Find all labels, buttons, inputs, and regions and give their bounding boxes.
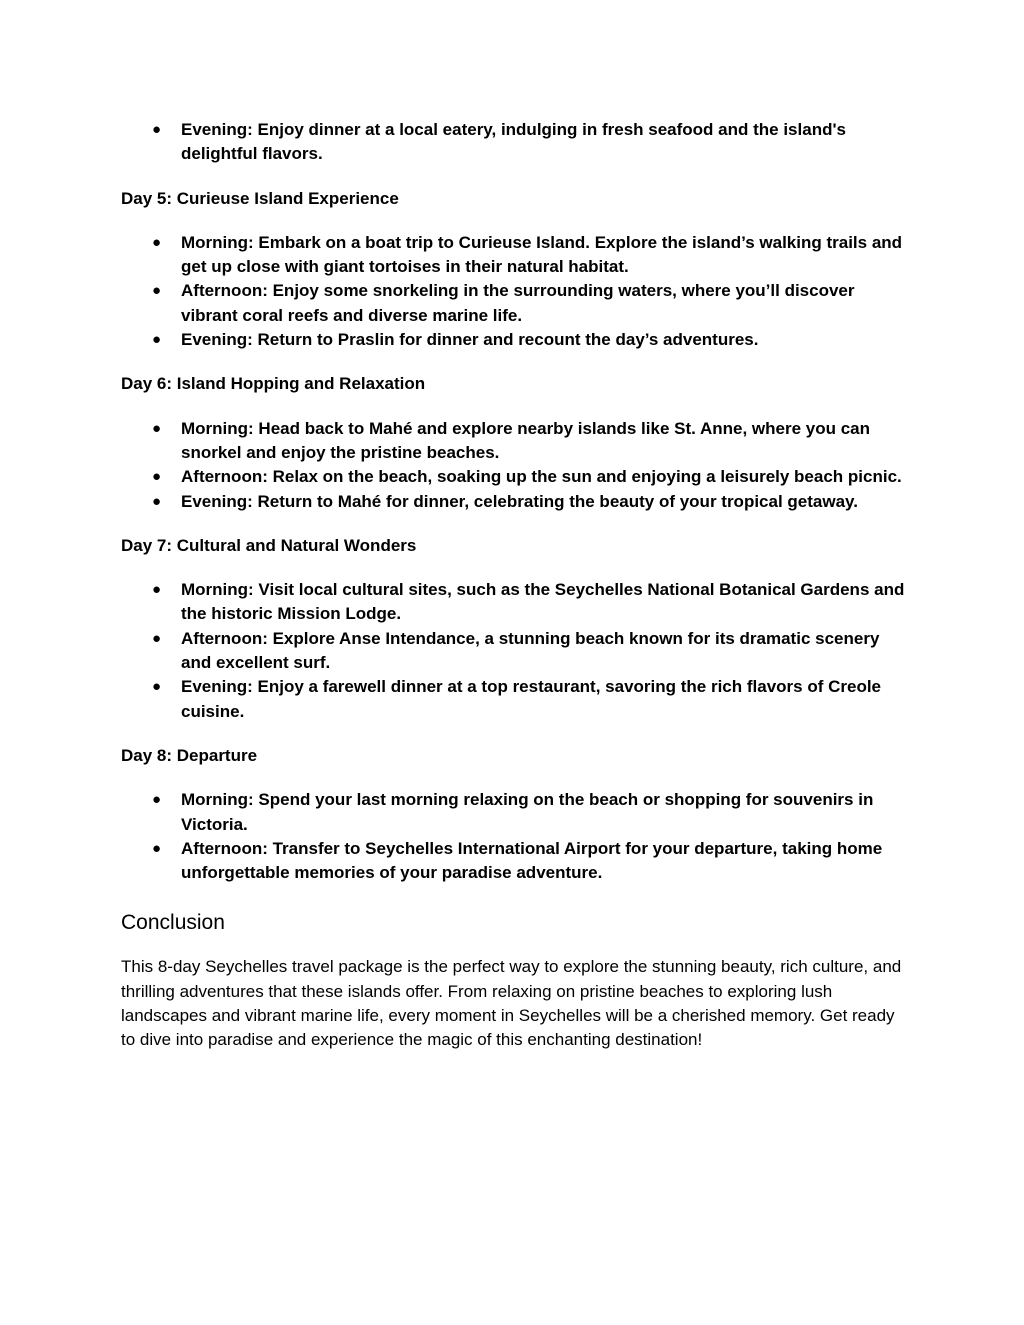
list-item-text: Afternoon: Transfer to Seychelles International Airport for your departure, taking home unforgettable memories of your paradise adventure. <box>181 838 883 883</box>
list-item-text: Morning: Head back to Mahé and explore nearby islands like St. Anne, where you can snorkel and enjoy the pristine beaches. <box>181 418 870 462</box>
bullet-icon: ● <box>152 581 162 599</box>
bullet-icon: ● <box>152 468 162 486</box>
list-item <box>121 279 906 328</box>
list-item-text: Evening: Enjoy dinner at a local eatery, indulging in fresh seafood and the island's delightful flavors. <box>181 120 846 164</box>
list-item-text: Morning: Visit local cultural sites, such as the Seychelles National Botanical Gardens and the historic Mission Lodge. <box>181 580 905 624</box>
bullet-icon: ● <box>152 791 162 809</box>
day-5-list <box>121 231 906 352</box>
bullet-icon: ● <box>152 629 162 647</box>
list-item <box>121 231 906 280</box>
list-item <box>121 788 906 837</box>
bullet-icon: ● <box>152 233 162 251</box>
day-8-list <box>121 788 906 885</box>
day-8-heading: Day 8: Departure <box>121 745 258 765</box>
list-item-text: Evening: Enjoy a farewell dinner at a top restaurant, savoring the rich flavors of Creole cuisine. <box>181 677 882 721</box>
day-5-heading: Day 5: Curieuse Island Experience <box>121 188 399 208</box>
list-item-text: Afternoon: Explore Anse Intendance, a stunning beach known for its dramatic scenery and excellent surf. <box>181 628 880 673</box>
list-item <box>121 837 906 886</box>
list-item <box>121 490 906 514</box>
conclusion-paragraph: This 8-day Seychelles travel package is the perfect way to explore the stunning beauty, rich culture, and thrilling adventures that these islands offer. From relaxing on pristine beaches to exploring lush landscapes and vibrant marine life, every moment in Seychelles will be a cherished memory. Get ready to dive into paradise and experience the magic of this enchanting destination! <box>121 957 902 1050</box>
list-item-text: Morning: Spend your last morning relaxing on the beach or shopping for souvenirs in Victoria. <box>181 790 874 834</box>
day-6-heading: Day 6: Island Hopping and Relaxation <box>121 374 426 394</box>
list-item <box>121 465 906 489</box>
document-content <box>121 118 906 1053</box>
bullet-icon: ● <box>152 121 162 138</box>
day-6-list <box>121 417 906 514</box>
list-item <box>121 578 906 627</box>
bullet-icon: ● <box>152 419 162 437</box>
list-item <box>121 328 906 352</box>
bullet-icon: ● <box>152 839 162 857</box>
bullet-icon: ● <box>152 282 162 300</box>
list-item <box>121 118 906 167</box>
day-7-heading: Day 7: Cultural and Natural Wonders <box>121 535 417 555</box>
day-7-list <box>121 578 906 724</box>
list-item <box>121 417 906 466</box>
list-item-text: Morning: Embark on a boat trip to Curieuse Island. Explore the island’s walking trails and get up close with giant tortoises in their natural habitat. <box>181 232 903 277</box>
list-item-text: Evening: Return to Mahé for dinner, celebrating the beauty of your tropical getaway. <box>181 491 858 511</box>
list-item-text: Evening: Return to Praslin for dinner and recount the day’s adventures. <box>181 330 759 350</box>
list-item <box>121 675 906 724</box>
bullet-icon: ● <box>152 492 162 510</box>
conclusion-heading: Conclusion <box>121 911 225 935</box>
bullet-icon: ● <box>152 678 162 696</box>
bullet-icon: ● <box>152 331 162 349</box>
list-item <box>121 627 906 676</box>
list-item-text: Afternoon: Enjoy some snorkeling in the surrounding waters, where you’ll discover vibrant coral reefs and diverse marine life. <box>181 281 855 325</box>
intro-list <box>121 118 906 167</box>
list-item-text: Afternoon: Relax on the beach, soaking up the sun and enjoying a leisurely beach picnic. <box>181 467 902 487</box>
